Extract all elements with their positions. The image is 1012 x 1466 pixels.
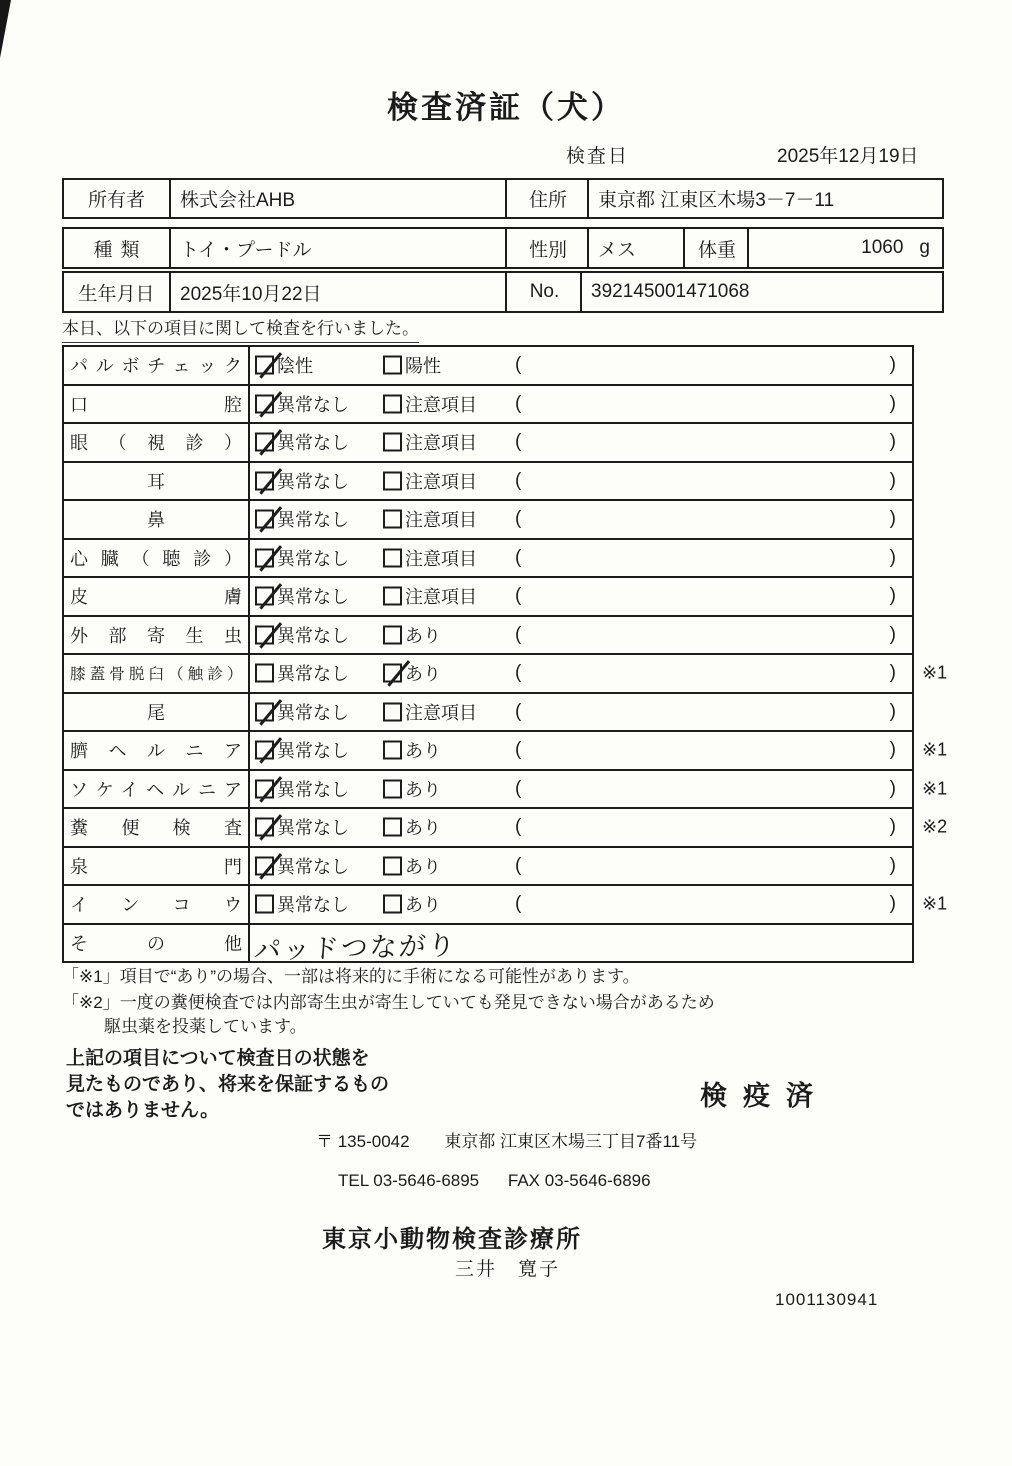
inspection-row-content <box>250 655 948 692</box>
paren-open: ( <box>515 546 522 568</box>
inspection-row <box>64 499 912 538</box>
pet-info-table <box>62 227 944 269</box>
sex-value: メス <box>587 229 694 267</box>
intro-statement: 本日、以下の項目に関して検査を行いました。 <box>62 314 419 343</box>
inspection-row-label-text: 口腔 <box>70 394 242 415</box>
inspection-row-other <box>64 923 912 966</box>
paren-close: ) <box>889 662 896 684</box>
disclaimer-line-3: ではありません。 <box>66 1100 220 1121</box>
option2-label: 注意項目 <box>405 433 477 454</box>
paren-close: ) <box>889 816 896 838</box>
quarantine-stamp: 検疫済 <box>700 1081 829 1111</box>
option1-label: 異常なし <box>277 587 349 608</box>
inspection-row <box>64 846 912 885</box>
inspection-row-label <box>64 655 250 692</box>
footnote-marker: ※1 <box>922 739 948 760</box>
inspection-row <box>64 538 912 577</box>
option1-label: 異常なし <box>277 818 349 839</box>
weight-label: 体重 <box>683 229 749 267</box>
clinic-director-name: 三井 寛子 <box>455 1259 561 1280</box>
inspection-row-label-text: 糞便検査 <box>70 818 242 839</box>
option2-label: 注意項目 <box>405 587 477 608</box>
inspection-row-label <box>64 386 250 423</box>
owner-value: 株式会社AHB <box>169 180 516 217</box>
option1-label: 異常なし <box>277 433 349 454</box>
birth-label: 生年月日 <box>78 283 155 305</box>
option2-label: 注意項目 <box>405 702 477 723</box>
option2-checkbox <box>383 471 402 490</box>
inspection-row-content <box>250 886 948 923</box>
serial-number: 1001130941 <box>775 1290 879 1309</box>
inspection-row-label-text: ソケイヘルニア <box>70 779 242 800</box>
breed-label: 種類 <box>93 239 148 261</box>
option2-checkbox <box>383 587 402 606</box>
paren-close: ) <box>889 431 896 453</box>
option1-checkbox <box>255 433 274 452</box>
inspection-row <box>64 807 948 846</box>
option1-checkbox <box>255 741 274 760</box>
paren-close: ) <box>889 392 896 414</box>
footnote-1: 「※1」項目で“あり”の場合、一部は将来的に手術になる可能性があります。 <box>62 967 640 986</box>
footnote-2-continued: 駆虫薬を投薬しています。 <box>104 1017 307 1036</box>
option2-checkbox <box>383 818 402 837</box>
inspection-row <box>64 653 948 692</box>
footnote-marker: ※2 <box>922 816 948 837</box>
option1-checkbox <box>255 394 274 413</box>
option2-checkbox <box>383 702 402 721</box>
paren-close: ) <box>889 469 896 491</box>
inspection-row-label <box>64 886 250 923</box>
option1-label: 異常なし <box>277 856 349 877</box>
inspection-table <box>62 345 948 966</box>
option1-checkbox <box>255 779 274 798</box>
option1-checkbox <box>255 587 274 606</box>
option2-label: あり <box>405 895 441 916</box>
sex-label: 性別 <box>505 229 589 267</box>
option2-checkbox <box>383 433 402 452</box>
birth-value: 2025年10月22日 <box>169 273 516 311</box>
inspection-row-content <box>250 386 912 423</box>
inspection-row <box>64 692 912 731</box>
option1-checkbox <box>255 625 274 644</box>
option2-label: あり <box>405 779 441 800</box>
option1-label: 異常なし <box>277 741 349 762</box>
birth-no-table <box>62 271 944 313</box>
inspection-row-label-text: 膝蓋骨脱臼（触診） <box>70 666 242 684</box>
option1-checkbox <box>255 356 274 375</box>
inspection-row <box>64 769 948 808</box>
option2-checkbox <box>383 779 402 798</box>
option1-checkbox <box>255 510 274 529</box>
option2-checkbox <box>383 895 402 914</box>
inspection-row-label <box>64 925 250 962</box>
paren-open: ( <box>515 585 522 607</box>
option1-label: 異常なし <box>277 510 349 531</box>
inspection-row-label <box>64 578 250 615</box>
inspection-row-content <box>250 732 948 769</box>
inspection-row <box>64 422 912 461</box>
option1-label: 異常なし <box>277 779 349 800</box>
disclaimer-line-2: 見たものであり、将来を保証するもの <box>66 1074 390 1095</box>
paren-open: ( <box>515 777 522 799</box>
footnote-marker: ※1 <box>922 893 948 914</box>
paren-close: ) <box>889 585 896 607</box>
handwritten-note: パッドつながり <box>252 929 458 966</box>
inspection-row-label-text: インコウ <box>70 895 242 916</box>
inspection-row <box>64 347 912 384</box>
inspection-row <box>64 884 948 923</box>
inspection-row-label-text: 心臓（聴診） <box>70 548 242 569</box>
paren-close: ) <box>889 739 896 761</box>
document-title: 検査済証（犬） <box>387 90 625 125</box>
inspection-row-label-text: 耳 <box>147 471 165 492</box>
inspection-row-content <box>250 617 912 654</box>
option1-checkbox <box>255 664 274 683</box>
inspection-row-label <box>64 809 250 846</box>
paren-close: ) <box>889 623 896 645</box>
option2-checkbox <box>383 664 402 683</box>
weight-value: 1060 <box>861 237 904 258</box>
inspection-row-content <box>250 347 912 384</box>
inspection-row <box>64 461 912 500</box>
option2-label: 陽性 <box>405 356 441 377</box>
paren-open: ( <box>515 739 522 761</box>
option2-label: 注意項目 <box>405 548 477 569</box>
inspection-row-label <box>64 424 250 461</box>
inspection-row-label-text: その他 <box>70 933 242 954</box>
inspection-row-label <box>64 732 250 769</box>
option1-label: 異常なし <box>277 625 349 646</box>
inspection-row-label <box>64 501 250 538</box>
inspection-row-label <box>64 694 250 731</box>
paren-open: ( <box>515 893 522 915</box>
option2-checkbox <box>383 510 402 529</box>
inspection-row-content <box>250 501 912 538</box>
inspection-row-label-text: 鼻 <box>147 510 165 531</box>
inspection-date-value: 2025年12月19日 <box>777 146 919 167</box>
paren-close: ) <box>889 354 896 376</box>
inspection-row-content <box>250 809 948 846</box>
option1-checkbox <box>255 471 274 490</box>
inspection-row <box>64 615 912 654</box>
no-value: 392145001471068 <box>580 273 942 311</box>
option2-label: あり <box>405 856 441 877</box>
address-value: 東京都 江東区木場3－7－11 <box>587 180 942 217</box>
footnote-marker: ※1 <box>922 778 948 799</box>
inspection-row-content <box>250 848 912 885</box>
paren-close: ) <box>889 854 896 876</box>
option2-checkbox <box>383 356 402 375</box>
inspection-row-label-text: 泉門 <box>70 856 242 877</box>
option1-label: 異常なし <box>277 394 349 415</box>
owner-table <box>62 178 944 219</box>
option1-label: 異常なし <box>277 548 349 569</box>
owner-label: 所有者 <box>87 190 145 211</box>
inspection-row-content <box>250 771 948 808</box>
inspection-row-label-text: 臍ヘルニア <box>70 741 242 762</box>
option1-checkbox <box>255 895 274 914</box>
paren-open: ( <box>515 816 522 838</box>
paren-close: ) <box>889 508 896 530</box>
option1-label: 異常なし <box>277 702 349 723</box>
option2-checkbox <box>383 741 402 760</box>
inspection-row-label <box>64 848 250 885</box>
option2-label: あり <box>405 741 441 762</box>
inspection-row-content <box>250 424 912 461</box>
inspection-row-content <box>250 578 912 615</box>
clinic-address-line <box>316 1127 697 1152</box>
weight-cell <box>747 229 942 267</box>
paren-open: ( <box>515 508 522 530</box>
no-label: No. <box>505 273 582 311</box>
paren-open: ( <box>515 392 522 414</box>
option1-checkbox <box>255 702 274 721</box>
option1-label: 異常なし <box>277 471 349 492</box>
clinic-tel: TEL 03-5646-6895 <box>338 1171 480 1190</box>
paren-open: ( <box>515 623 522 645</box>
inspection-row-label-text: 尾 <box>147 702 165 723</box>
inspection-row-label <box>64 463 250 500</box>
option2-checkbox <box>383 394 402 413</box>
clinic-name: 東京小動物検査診療所 <box>322 1226 582 1253</box>
address-label: 住所 <box>505 180 589 217</box>
footnote-2: 「※2」一度の糞便検査では内部寄生虫が寄生していても発見できない場合があるため <box>62 993 715 1012</box>
clinic-address: 東京都 江東区木場三丁目7番11号 <box>444 1132 698 1151</box>
option1-label: 異常なし <box>277 664 349 685</box>
footnote-marker: ※1 <box>922 662 948 683</box>
option2-checkbox <box>383 548 402 567</box>
paren-close: ) <box>889 546 896 568</box>
option1-checkbox <box>255 548 274 567</box>
inspection-row-label-text: 皮膚 <box>70 587 242 608</box>
clinic-fax: FAX 03-5646-6896 <box>507 1171 651 1190</box>
option2-label: 注意項目 <box>405 471 477 492</box>
inspection-row <box>64 384 912 423</box>
inspection-row-content <box>250 463 912 500</box>
paren-open: ( <box>515 700 522 722</box>
inspection-row <box>64 576 912 615</box>
option2-label: あり <box>405 664 441 685</box>
option1-label: 陰性 <box>277 356 313 377</box>
inspection-row-label <box>64 540 250 577</box>
inspection-row-label-text: パルボチェック <box>70 356 242 377</box>
paren-open: ( <box>515 431 522 453</box>
inspection-date-label: 検査日 <box>566 146 630 167</box>
inspection-row-label-text: 外部寄生虫 <box>70 625 242 646</box>
paren-open: ( <box>515 854 522 876</box>
paren-open: ( <box>515 354 522 376</box>
inspection-row-label-text: 眼（視診） <box>70 433 242 454</box>
inspection-row-label <box>64 771 250 808</box>
option2-label: あり <box>405 625 441 646</box>
paren-close: ) <box>889 893 896 915</box>
inspection-row-content <box>250 925 912 966</box>
paren-close: ) <box>889 777 896 799</box>
paren-open: ( <box>515 662 522 684</box>
option1-label: 異常なし <box>277 895 349 916</box>
option2-checkbox <box>383 856 402 875</box>
inspection-row <box>64 730 948 769</box>
option2-label: 注意項目 <box>405 394 477 415</box>
inspection-row-label <box>64 347 250 384</box>
option2-checkbox <box>383 625 402 644</box>
breed-value: トイ・プードル <box>169 229 516 267</box>
inspection-row-content <box>250 540 912 577</box>
paren-close: ) <box>889 700 896 722</box>
weight-unit: g <box>919 237 930 258</box>
clinic-postal-code: 〒 135-0042 <box>316 1132 410 1151</box>
option1-checkbox <box>255 818 274 837</box>
option2-label: あり <box>405 818 441 839</box>
inspection-row-label <box>64 617 250 654</box>
inspection-row-content <box>250 694 912 731</box>
clinic-contact-line <box>338 1171 651 1191</box>
scan-artifact <box>0 0 11 58</box>
disclaimer-line-1: 上記の項目について検査日の状態を <box>66 1048 370 1069</box>
option2-label: 注意項目 <box>405 510 477 531</box>
option1-checkbox <box>255 856 274 875</box>
paren-open: ( <box>515 469 522 491</box>
